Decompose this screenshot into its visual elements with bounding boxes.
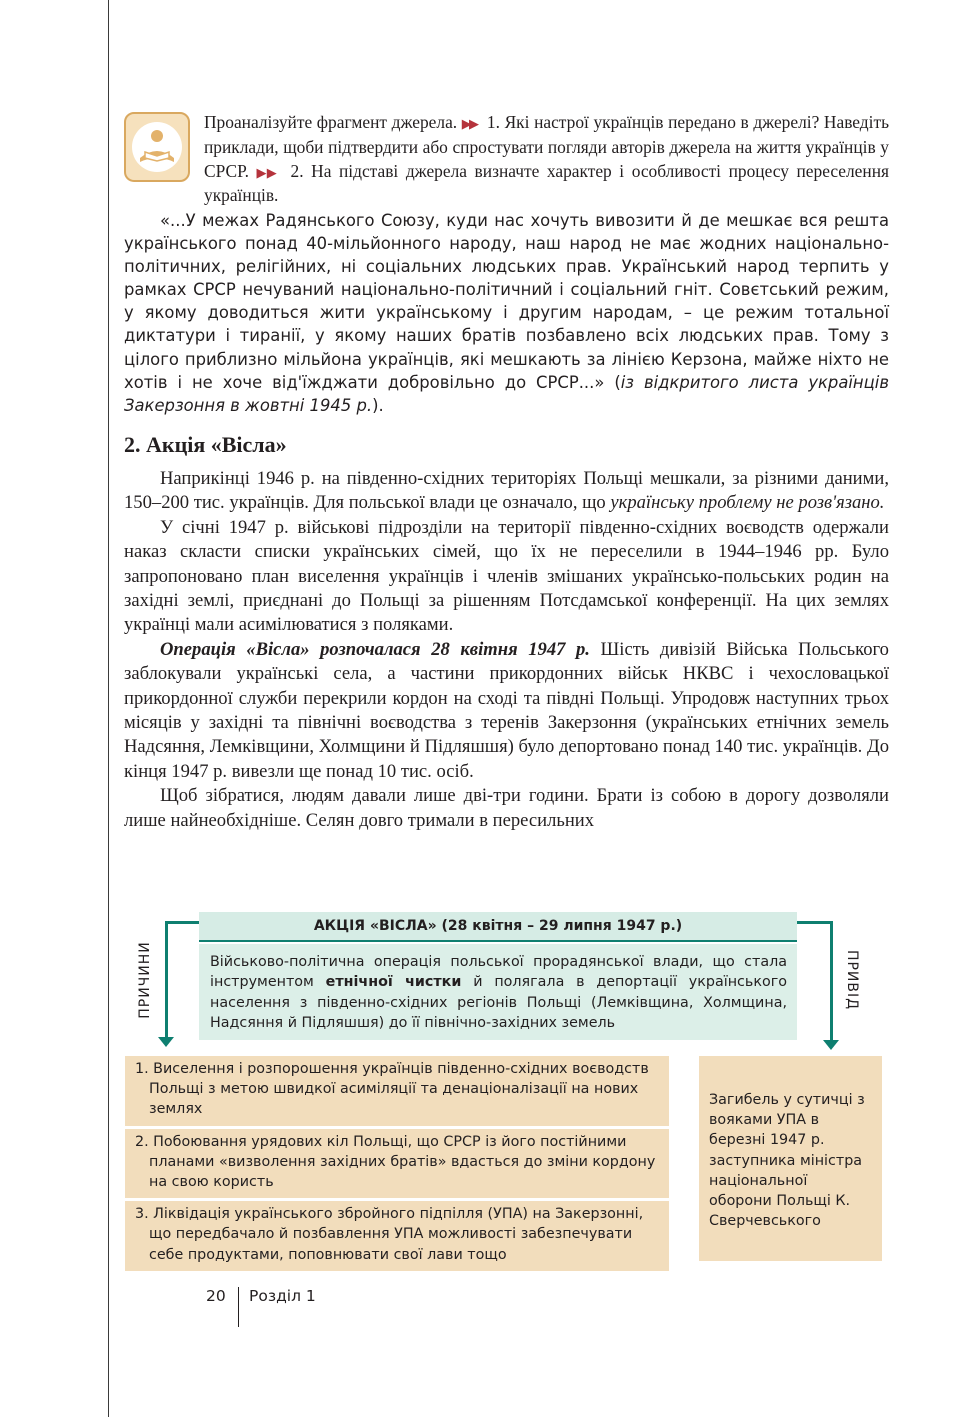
paragraph-text: Шість дивізій Війська Польського заблокували українські села, а частини прикордонних військ НКВС і чехословацької прикордонної служби перекрили кордон на сході та півдні Польщі. Упродовж наступних трьох місяців у західні та північні воєводства з теренів Закерзоння (українських етнічних земель Надсяння, Лемківщини, Холмщини й Підляшшя) було депортовано понад 140 тис. українців. До кінця 1947 р. вивезли ще понад 10 тис. осіб. [124, 638, 889, 782]
double-arrow-icon: ▶▶ [461, 116, 477, 131]
cause-text: 3. Ліквідація українського збройного підпілля (УПА) на Закерзонні, що передбачало й позбавлення УПА можливості забезпечувати себе продуктами, поповнювати свої лави тощо [135, 1206, 644, 1263]
section-name: Розділ 1 [249, 1287, 316, 1305]
page-margin-line [108, 0, 109, 1417]
connector-line [797, 921, 833, 924]
paragraph: У січні 1947 р. військові підрозділи на території південно-східних воєводств одержали наказ скласти списки українських сімей, що їх не переселили в 1944–1946 рр. Було запропоновано план виселення українців і членів змішаних українсько-польських родин на західні землі, приєднані до Польщі за рішенням Потсдамської конференції. На цих землях українці мали асимілюватися з поляками. [124, 516, 889, 636]
paragraph [124, 467, 889, 516]
section-heading: 2. Акція «Вісла» [124, 432, 287, 457]
task-question-2: 2. На підставі джерела визначте характер і особливості процесу переселення українців. [204, 160, 890, 206]
cause-text: 1. Виселення і розпорошення українців південно-східних воєводств Польщі з метою швидкої асиміляції та денаціоналізації на нових землях [135, 1061, 649, 1118]
quote-text: «...У межах Радянського Союзу, куди нас хочуть вивозити й де мешкає вся решта українського понад 40-мільйонного народу, наш народ не має жодних національно-політичних, релігійних, ні соціальних людських прав. Український народ терпить у рамках СРСР нечуваний національно-політичний і соціальний гніт. Совєтський режим, у якому доводиться жити українському і другим народам, – це режим тотальної диктатури і тиранії, у якому наших братів позбавлено всіх людських прав. Тому з цілого приблизно мільйона українців, які мешкають за лінією Керзона, майже ніхто не хотів і не хоче від'їжджати добровільно до СРСР...» [124, 211, 889, 392]
definition-text: Військово-політична операція польської прорадянської влади, що стала інструментом [210, 954, 787, 991]
connector-line [165, 921, 168, 1037]
pretext-label: ПРИВІД [844, 949, 860, 1011]
connector-line [165, 921, 199, 924]
emphasis-text: Операція «Вісла» розпочалася 28 квітня 1947 р. [160, 638, 590, 660]
emphasis-text: українську проблему не розв'язано. [610, 492, 885, 514]
quote-source: із відкритого листа українців Закерзоння в жовтні 1945 р. [124, 372, 890, 415]
paragraph: Щоб зібратися, людям давали лише дві-три години. Брати із собою в дорогу дозволяли лише найнеобхідніше. Селян довго тримали в пересильних [124, 785, 889, 831]
footer-divider [238, 1287, 239, 1327]
definition-text: й полягала в депортації українського населення з південно-східних регіонів Польщі (Лемківщина, Холмщина, Надсяння й Підляшшя) до її північно-західних земель [210, 974, 787, 1031]
arrow-down-icon [158, 1037, 174, 1047]
paragraph-text: Наприкінці 1946 р. на південно-східних територіях Польщі мешкали, за різними даними, 150–200 тис. українців. Для польської влади це означало, що [124, 468, 889, 514]
cause-text: 2. Побоювання урядових кіл Польщі, що СРСР із його постійними планами «визволення західних братів» вдасться до зміни кордону на свою користь [135, 1133, 656, 1191]
cause-item [125, 1201, 669, 1271]
source-quote: «...У межах Радянського Союзу, куди нас хочуть вивозити й де мешкає вся решта українського понад 40-мільйонного народу, наш народ не має жодних національно-політичних, релігійних, ні соціальних людських прав. Український народ терпить у рамках СРСР нечуваний національно-політичний і соціальний гніт. Совєтський режим, у якому доводиться жити українському і другим народам, – це режим тотальної диктатури і тиранії, у якому наших братів позбавлено всіх людських прав. Тому з цілого приблизно мільйона українців, які мешкають за лінією Керзона, майже ніхто не хотів і не хоче від'їжджати добровільно до СРСР...» (із відкритого листа українців Закерзоння в жовтні 1945 р.). [124, 211, 890, 415]
arrow-down-icon [823, 1040, 839, 1050]
diagram-title: АКЦІЯ «ВІСЛА» (28 квітня – 29 липня 1947 р.) [199, 912, 797, 942]
task-instructions [204, 111, 889, 208]
causes-label: ПРИЧИНИ [137, 941, 153, 1019]
main-text [124, 467, 889, 833]
page-number: 20 [206, 1287, 226, 1305]
task-question-1: 1. Які настрої українців передано в джерелі? Наведіть приклади, щоби підтвердити або спростувати погляди авторів джерела на життя українців у СРСР. [204, 112, 890, 181]
paragraph [124, 638, 889, 784]
cause-item [125, 1056, 669, 1129]
diagram-definition [199, 944, 797, 1040]
definition-bold-term: етнічної чистки [325, 974, 462, 991]
task-intro: Проаналізуйте фрагмент джерела. [204, 112, 458, 132]
cause-item [125, 1129, 669, 1202]
pretext-box: Загибель у сутичці з вояками УПА в березні 1947 р. заступника міністра національної оборони Польщі К. Сверчевського [699, 1056, 882, 1261]
connector-line [830, 921, 833, 1040]
reading-person-icon [124, 112, 190, 182]
double-arrow-icon: ▶▶ [256, 164, 277, 180]
causes-list [125, 1056, 669, 1271]
